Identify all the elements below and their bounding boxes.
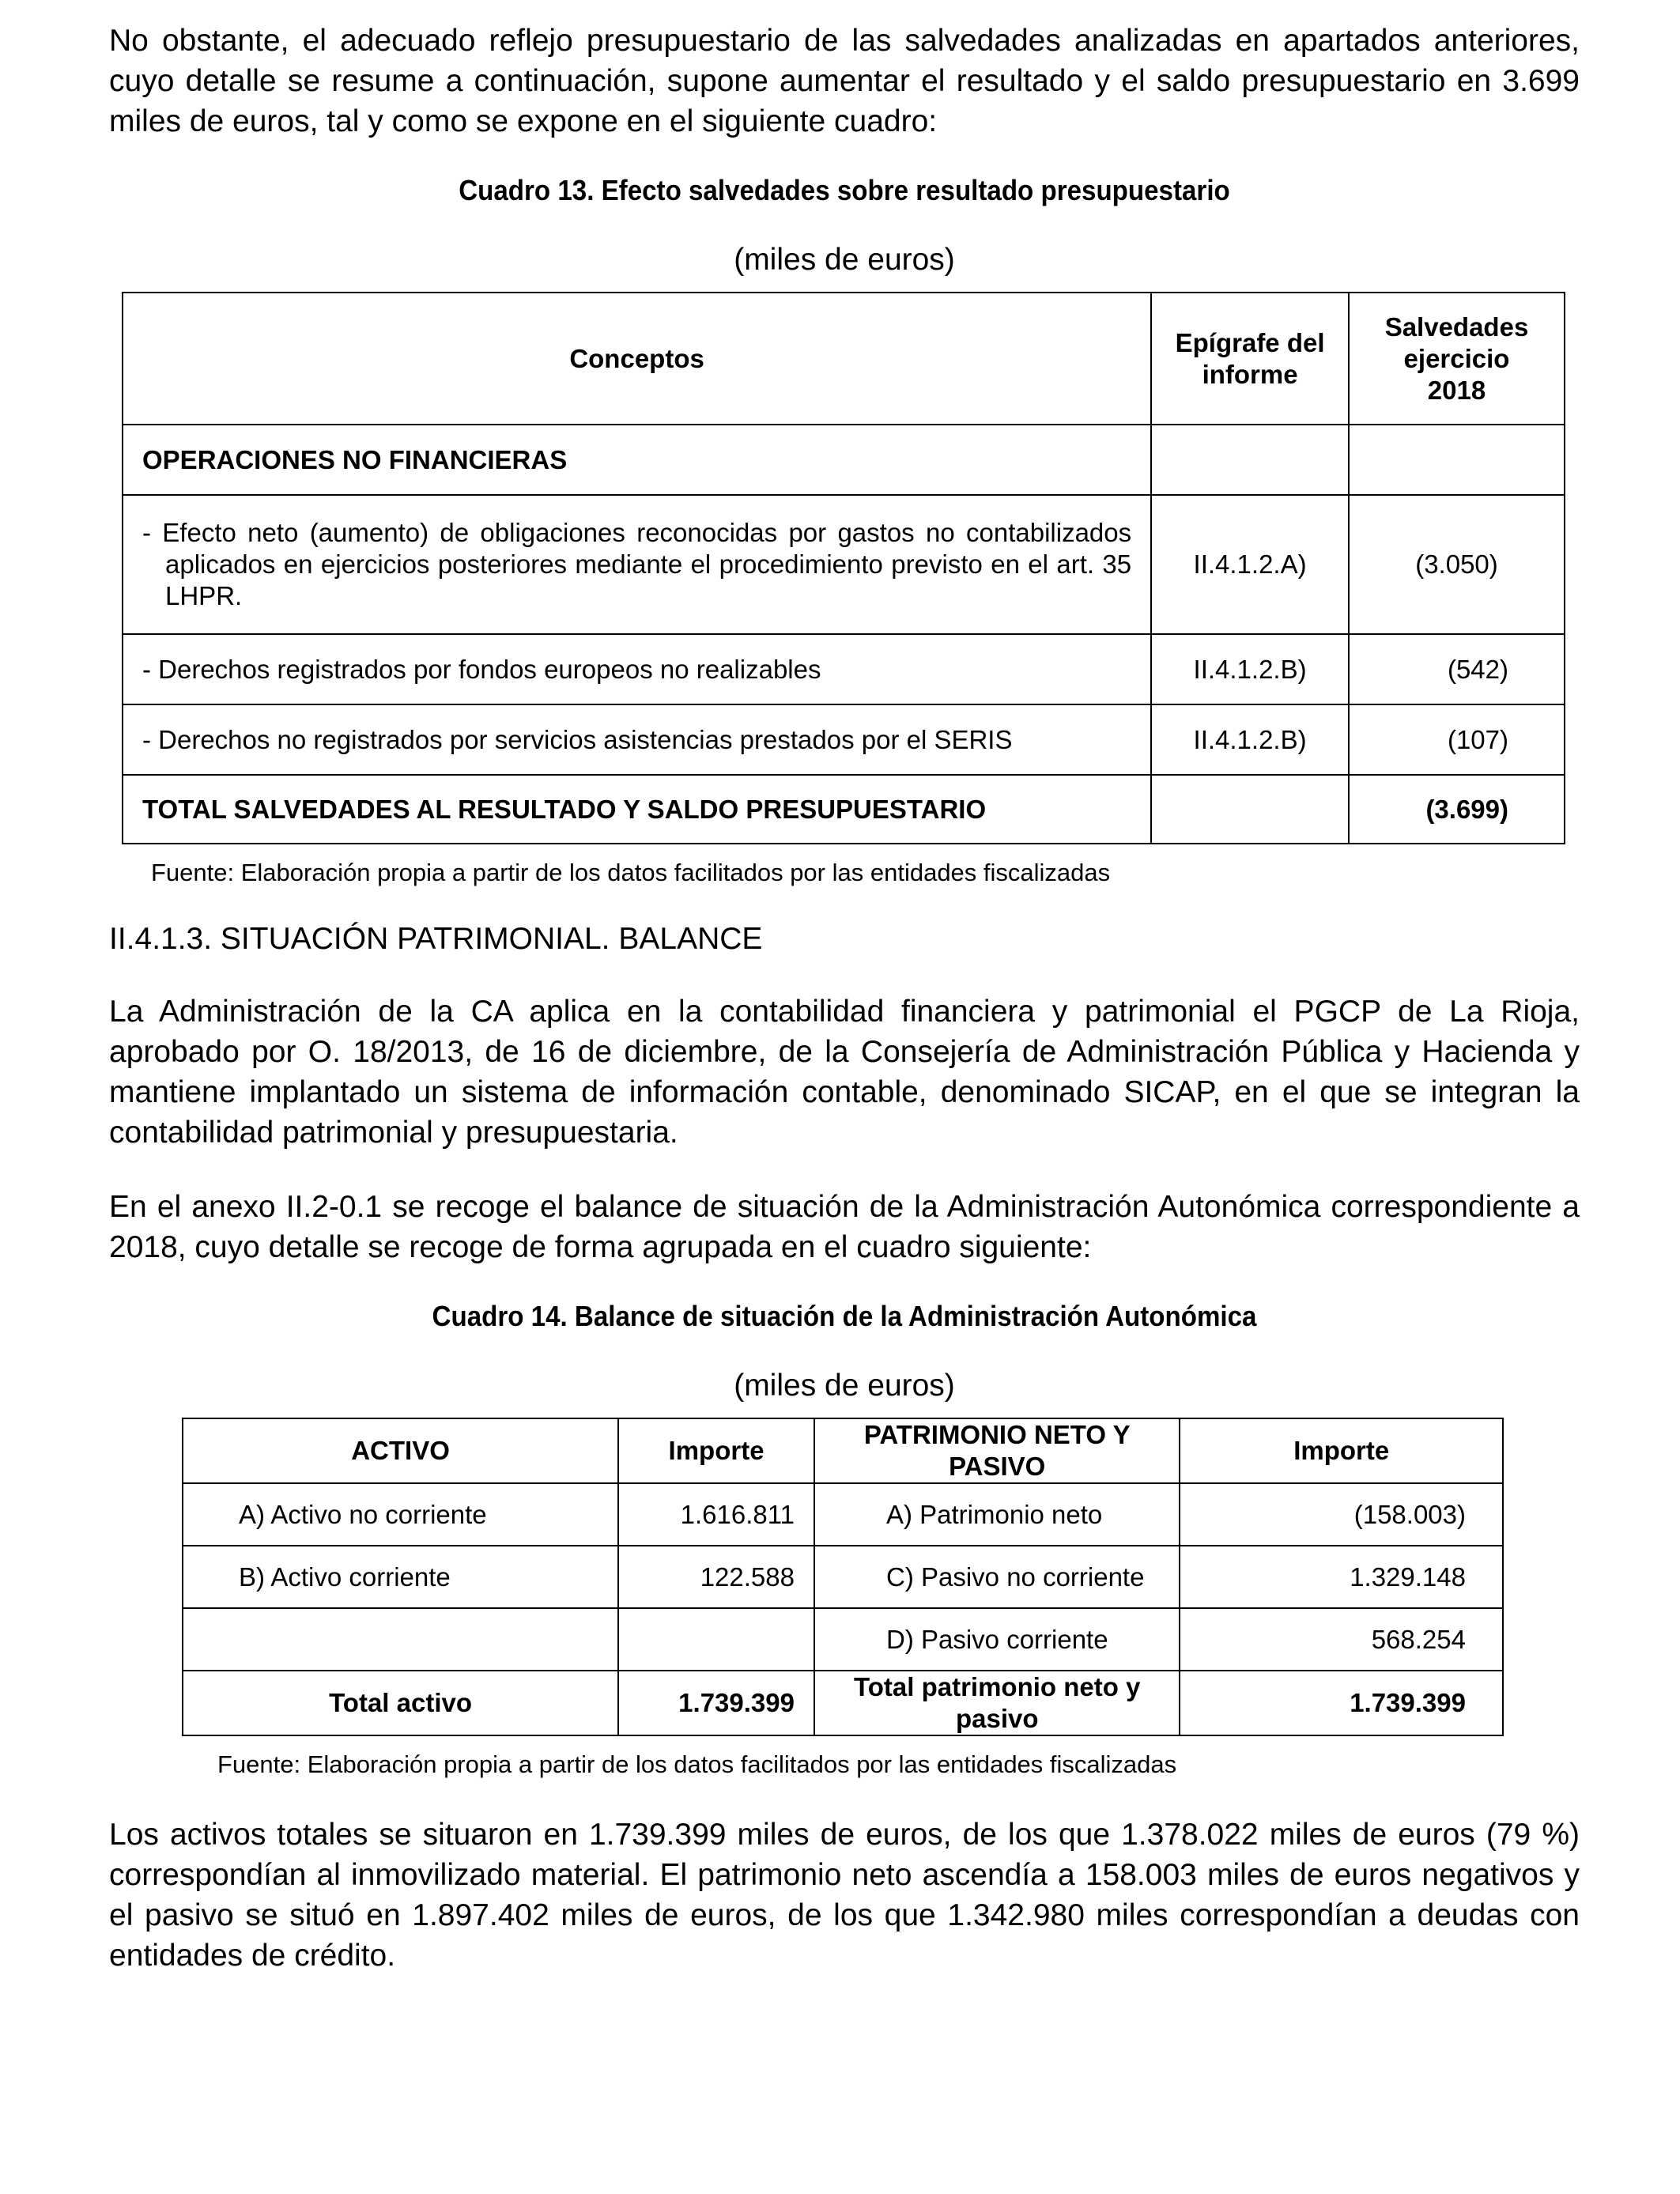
table-row [123, 634, 1565, 704]
table14-title: Cuadro 14. Balance de situación de la Administración Autonómica [432, 1300, 1257, 1332]
paragraph-3: En el anexo II.2-0.1 se recoge el balance de situación de la Administración Autonómica correspondiente a 2018, cuyo detalle se recoge de forma agrupada en el cuadro siguiente: [109, 1190, 1580, 1264]
table14-row2-pasivo: C) Pasivo no corriente [814, 1546, 1180, 1608]
table14-total-activo: Total activo [183, 1671, 618, 1735]
table13-row3-epigraph: II.4.1.2.B) [1151, 704, 1349, 775]
table13-title: Cuadro 13. Efecto salvedades sobre resultado presupuestario [459, 174, 1230, 206]
table14-row3-importe1 [618, 1608, 814, 1671]
table13-row2-value: (542) [1349, 634, 1565, 704]
table13-header-row [123, 293, 1565, 425]
table-row [123, 495, 1565, 634]
table13-section-empty-value [1349, 425, 1565, 495]
table13-total-empty-epigraph [1151, 775, 1349, 844]
table-row [123, 704, 1565, 775]
paragraph-2: La Administración de la CA aplica en la contabilidad financiera y patrimonial el PGCP de La Rioja, aprobado por O. 18/2013, de 16 de diciembre, de la Consejería de Administración Pública y Hacienda y mantiene implantado un sistema de información contable, denominado SICAP, en el que se integran la contabilidad patrimonial y presupuestaria. [109, 995, 1580, 1150]
table14-row3-activo [183, 1608, 618, 1671]
table14 [182, 1418, 1504, 1736]
table14-total-pasivo: Total patrimonio neto y pasivo [814, 1671, 1180, 1735]
table13-row3-concept: - Derechos no registrados por servicios asistencias prestados por el SERIS [123, 704, 1151, 775]
table-row [183, 1483, 1503, 1546]
table14-source: Fuente: Elaboración propia a partir de los datos facilitados por las entidades fiscalizadas [217, 1750, 1177, 1778]
table13-row1-concept: - Efecto neto (aumento) de obligaciones reconocidas por gastos no contabilizados aplicados en ejercicios posteriores mediante el procedimiento previsto en el art. 35 LHPR. [123, 495, 1151, 634]
table14-total-importe2: 1.739.399 [1180, 1671, 1503, 1735]
table14-row2-importe1: 122.588 [618, 1546, 814, 1608]
table14-row1-pasivo: A) Patrimonio neto [814, 1483, 1180, 1546]
table13-header-concepts: Conceptos [123, 293, 1151, 425]
table13-section-empty-epigraph [1151, 425, 1349, 495]
table13-row1-value: (3.050) [1349, 495, 1565, 634]
document-page [109, 21, 1580, 1976]
table14-row1-importe1: 1.616.811 [618, 1483, 814, 1546]
table-row [183, 1546, 1503, 1608]
table14-total-importe1: 1.739.399 [618, 1671, 814, 1735]
table13-row2-concept: - Derechos registrados por fondos europeos no realizables [123, 634, 1151, 704]
section-heading: II.4.1.3. SITUACIÓN PATRIMONIAL. BALANCE [109, 922, 763, 956]
table14-header-importe1: Importe [618, 1418, 814, 1483]
table13-row2-epigraph: II.4.1.2.B) [1151, 634, 1349, 704]
table14-header-row [183, 1418, 1503, 1483]
table13-section-label: OPERACIONES NO FINANCIERAS [123, 425, 1151, 495]
table14-row2-importe2: 1.329.148 [1180, 1546, 1503, 1608]
table-row [183, 1608, 1503, 1671]
table13 [122, 292, 1565, 844]
table13-header-salvedades: Salvedades ejercicio 2018 [1349, 293, 1565, 425]
table14-units: (miles de euros) [734, 1369, 955, 1403]
table14-header-activo: ACTIVO [183, 1418, 618, 1483]
table14-row2-activo: B) Activo corriente [183, 1546, 618, 1608]
table13-source: Fuente: Elaboración propia a partir de los datos facilitados por las entidades fiscalizadas [151, 859, 1111, 886]
table14-row3-pasivo: D) Pasivo corriente [814, 1608, 1180, 1671]
table13-header-epigraph: Epígrafe del informe [1151, 293, 1349, 425]
table14-header-pasivo: PATRIMONIO NETO Y PASIVO [814, 1418, 1180, 1483]
table14-header-importe2: Importe [1180, 1418, 1503, 1483]
paragraph-4: Los activos totales se situaron en 1.739.399 miles de euros, de los que 1.378.022 miles de euros (79 %) correspondían al inmovilizado material. El patrimonio neto ascendía a 158.003 miles de euros negativos y el pasivo se situó en 1.897.402 miles de euros, de los que 1.342.980 miles correspondían a deudas con entidades de crédito. [109, 1818, 1580, 1973]
table14-row3-importe2: 568.254 [1180, 1608, 1503, 1671]
table13-section-row [123, 425, 1565, 495]
table13-total-value: (3.699) [1349, 775, 1565, 844]
table13-row3-value: (107) [1349, 704, 1565, 775]
intro-paragraph: No obstante, el adecuado reflejo presupuestario de las salvedades analizadas en apartados anteriores, cuyo detalle se resume a continuación, supone aumentar el resultado y el saldo presupuestario en 3.699 miles de euros, tal y como se expone en el siguiente cuadro: [109, 24, 1580, 138]
table13-total-row [123, 775, 1565, 844]
table14-total-row [183, 1671, 1503, 1735]
table13-row1-epigraph: II.4.1.2.A) [1151, 495, 1349, 634]
table13-units: (miles de euros) [734, 243, 955, 277]
table13-total-label: TOTAL SALVEDADES AL RESULTADO Y SALDO PRESUPUESTARIO [123, 775, 1151, 844]
table14-row1-importe2: (158.003) [1180, 1483, 1503, 1546]
table14-row1-activo: A) Activo no corriente [183, 1483, 618, 1546]
